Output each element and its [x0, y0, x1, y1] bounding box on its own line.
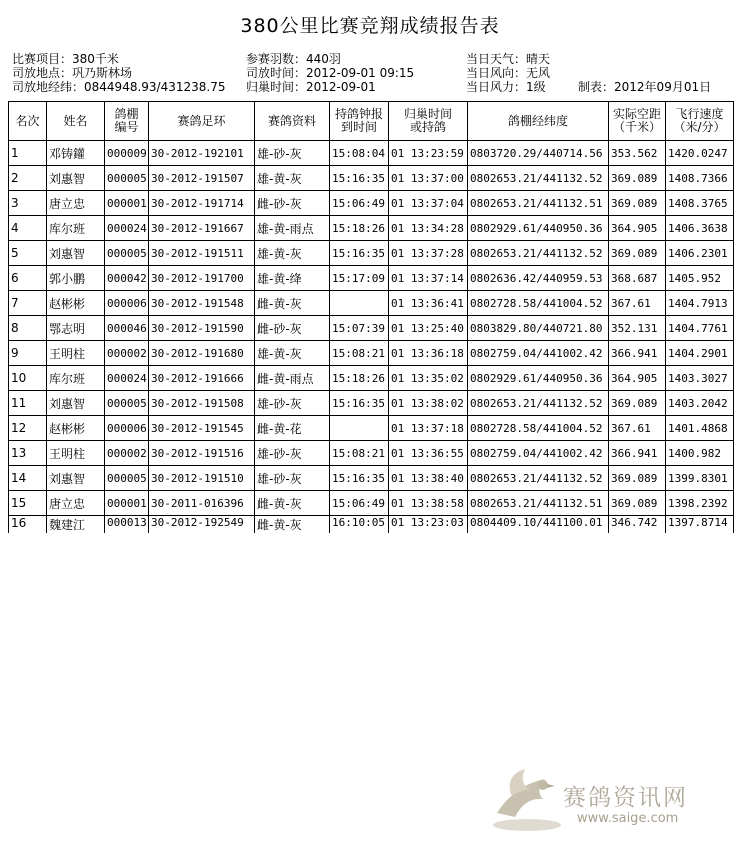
cell-clock-time: 15:18:26 — [330, 216, 389, 241]
cell-distance: 369.089 — [609, 166, 666, 191]
cell-loft-id: 000046 — [105, 316, 149, 341]
cell-speed: 1401.4868 — [666, 416, 734, 441]
cell-name: 库尔班 — [47, 216, 105, 241]
cell-distance: 368.687 — [609, 266, 666, 291]
cell-distance: 346.742 — [609, 516, 666, 534]
cell-distance: 366.941 — [609, 341, 666, 366]
cell-name: 郭小鹏 — [47, 266, 105, 291]
header-distance: 实际空距（千米） — [609, 102, 666, 141]
cell-return-time: 01 13:35:02 — [389, 366, 468, 391]
cell-pigeon-info: 雄-砂-灰 — [255, 391, 330, 416]
cell-distance: 367.61 — [609, 416, 666, 441]
cell-loft-coords: 0802653.21/441132.52 — [468, 466, 609, 491]
cell-pigeon-info: 雌-黄-灰 — [255, 491, 330, 516]
watermark-url: www.saige.com — [577, 811, 679, 826]
made-date-info: 制表：2012年09月01日 — [578, 80, 712, 94]
cell-loft-coords: 0802929.61/440950.36 — [468, 216, 609, 241]
cell-clock-time: 15:08:04 — [330, 141, 389, 166]
cell-loft-coords: 0802759.04/441002.42 — [468, 441, 609, 466]
cell-loft-coords: 0802653.21/441132.52 — [468, 391, 609, 416]
cell-loft-coords: 0802653.21/441132.51 — [468, 491, 609, 516]
table-row — [9, 241, 734, 266]
cell-pigeon-info: 雌-黄-花 — [255, 416, 330, 441]
cell-ring: 30-2012-191507 — [149, 166, 255, 191]
cell-loft-coords: 0803720.29/440714.56 — [468, 141, 609, 166]
cell-return-time: 01 13:25:40 — [389, 316, 468, 341]
cell-return-time: 01 13:34:28 — [389, 216, 468, 241]
cell-speed: 1406.3638 — [666, 216, 734, 241]
header-clock-time: 持鸽钟报到时间 — [330, 102, 389, 141]
table-header-row — [9, 102, 734, 141]
cell-distance: 369.089 — [609, 191, 666, 216]
cell-ring: 30-2012-191516 — [149, 441, 255, 466]
cell-ring: 30-2012-191548 — [149, 291, 255, 316]
cell-clock-time: 15:06:49 — [330, 191, 389, 216]
cell-clock-time: 15:08:21 — [330, 441, 389, 466]
cell-clock-time: 15:16:35 — [330, 241, 389, 266]
cell-speed: 1408.7366 — [666, 166, 734, 191]
table-row — [9, 316, 734, 341]
table-row — [9, 141, 734, 166]
cell-speed: 1403.3027 — [666, 366, 734, 391]
cell-pigeon-info: 雌-黄-灰 — [255, 291, 330, 316]
cell-rank: 14 — [9, 466, 47, 491]
cell-name: 邓铸鑵 — [47, 141, 105, 166]
cell-pigeon-info: 雄-黄-灰 — [255, 166, 330, 191]
cell-loft-id: 000006 — [105, 416, 149, 441]
cell-ring: 30-2012-191714 — [149, 191, 255, 216]
table-row — [9, 441, 734, 466]
cell-loft-coords: 0803829.80/440721.80 — [468, 316, 609, 341]
cell-loft-id: 000024 — [105, 216, 149, 241]
cell-return-time: 01 13:23:59 — [389, 141, 468, 166]
table-row — [9, 391, 734, 416]
cell-pigeon-info: 雌-黄-雨点 — [255, 366, 330, 391]
table-row — [9, 166, 734, 191]
cell-ring: 30-2012-191510 — [149, 466, 255, 491]
cell-rank: 12 — [9, 416, 47, 441]
cell-distance: 366.941 — [609, 441, 666, 466]
cell-name: 王明柱 — [47, 341, 105, 366]
cell-ring: 30-2012-191545 — [149, 416, 255, 441]
cell-name: 刘惠智 — [47, 241, 105, 266]
report-title: 380公里比赛竞翔成绩报告表 — [240, 15, 500, 37]
cell-return-time: 01 13:37:04 — [389, 191, 468, 216]
cell-pigeon-info: 雄-黄-绛 — [255, 266, 330, 291]
cell-speed: 1420.0247 — [666, 141, 734, 166]
cell-loft-id: 000009 — [105, 141, 149, 166]
cell-loft-id: 000001 — [105, 491, 149, 516]
cell-rank: 10 — [9, 366, 47, 391]
cell-clock-time: 15:07:39 — [330, 316, 389, 341]
cell-distance: 364.905 — [609, 216, 666, 241]
cell-loft-coords: 0802636.42/440959.53 — [468, 266, 609, 291]
cell-clock-time: 15:18:26 — [330, 366, 389, 391]
watermark-logo — [485, 765, 715, 835]
cell-distance: 369.089 — [609, 466, 666, 491]
cell-loft-coords: 0802653.21/441132.51 — [468, 191, 609, 216]
cell-rank: 15 — [9, 491, 47, 516]
cell-return-time: 01 13:37:28 — [389, 241, 468, 266]
table-row — [9, 366, 734, 391]
wind-dir-info: 当日风向：无风 — [466, 66, 551, 80]
cell-speed: 1404.2901 — [666, 341, 734, 366]
pigeon-icon — [485, 765, 565, 835]
cell-distance: 352.131 — [609, 316, 666, 341]
cell-rank: 3 — [9, 191, 47, 216]
cell-distance: 369.089 — [609, 491, 666, 516]
cell-return-time: 01 13:37:14 — [389, 266, 468, 291]
cell-loft-id: 000024 — [105, 366, 149, 391]
release-time-info: 司放时间：2012-09-01 09:15 — [246, 66, 415, 80]
cell-rank: 7 — [9, 291, 47, 316]
cell-speed: 1398.2392 — [666, 491, 734, 516]
header-pigeon-info: 赛鸽资料 — [255, 102, 330, 141]
cell-clock-time — [330, 291, 389, 316]
cell-name: 赵彬彬 — [47, 416, 105, 441]
cell-distance: 369.089 — [609, 391, 666, 416]
table-row — [9, 516, 734, 534]
cell-loft-id: 000002 — [105, 341, 149, 366]
cell-ring: 30-2012-191666 — [149, 366, 255, 391]
cell-speed: 1400.982 — [666, 441, 734, 466]
cell-loft-coords: 0802929.61/440950.36 — [468, 366, 609, 391]
release-place-info: 司放地点：巩乃斯林场 — [12, 66, 133, 80]
cell-name: 刘惠智 — [47, 391, 105, 416]
cell-clock-time: 15:16:35 — [330, 166, 389, 191]
cell-ring: 30-2012-192101 — [149, 141, 255, 166]
cell-pigeon-info: 雄-砂-灰 — [255, 466, 330, 491]
cell-pigeon-info: 雄-黄-灰 — [255, 241, 330, 266]
cell-loft-coords: 0804409.10/441100.01 — [468, 516, 609, 534]
table-row — [9, 491, 734, 516]
cell-loft-id: 000001 — [105, 191, 149, 216]
cell-loft-id: 000005 — [105, 241, 149, 266]
cell-speed: 1399.8301 — [666, 466, 734, 491]
table-row — [9, 266, 734, 291]
cell-clock-time: 15:06:49 — [330, 491, 389, 516]
cell-name: 库尔班 — [47, 366, 105, 391]
cell-loft-id: 000005 — [105, 166, 149, 191]
watermark-brand: 赛鸽资讯网 — [563, 785, 688, 811]
cell-return-time: 01 13:37:00 — [389, 166, 468, 191]
cell-speed: 1397.8714 — [666, 516, 734, 534]
cell-ring: 30-2011-016396 — [149, 491, 255, 516]
table-row — [9, 341, 734, 366]
cell-return-time: 01 13:38:02 — [389, 391, 468, 416]
cell-clock-time: 16:10:05 — [330, 516, 389, 534]
cell-ring: 30-2012-191667 — [149, 216, 255, 241]
cell-name: 刘惠智 — [47, 466, 105, 491]
cell-rank: 5 — [9, 241, 47, 266]
cell-ring: 30-2012-192549 — [149, 516, 255, 534]
table-row — [9, 466, 734, 491]
cell-rank: 13 — [9, 441, 47, 466]
cell-return-time: 01 13:38:40 — [389, 466, 468, 491]
cell-name: 唐立忠 — [47, 491, 105, 516]
cell-return-time: 01 13:36:41 — [389, 291, 468, 316]
cell-pigeon-info: 雌-黄-灰 — [255, 516, 330, 534]
table-row — [9, 416, 734, 441]
cell-distance: 367.61 — [609, 291, 666, 316]
cell-speed: 1406.2301 — [666, 241, 734, 266]
cell-return-time: 01 13:23:03 — [389, 516, 468, 534]
table-row — [9, 191, 734, 216]
header-loft-id: 鸽棚编号 — [105, 102, 149, 141]
cell-speed: 1405.952 — [666, 266, 734, 291]
table-row — [9, 291, 734, 316]
cell-rank: 6 — [9, 266, 47, 291]
cell-rank: 8 — [9, 316, 47, 341]
cell-return-time: 01 13:37:18 — [389, 416, 468, 441]
cell-loft-id: 000006 — [105, 291, 149, 316]
cell-ring: 30-2012-191590 — [149, 316, 255, 341]
cell-return-time: 01 13:38:58 — [389, 491, 468, 516]
cell-rank: 11 — [9, 391, 47, 416]
table-row — [9, 216, 734, 241]
cell-name: 刘惠智 — [47, 166, 105, 191]
cell-clock-time: 15:17:09 — [330, 266, 389, 291]
cell-name: 赵彬彬 — [47, 291, 105, 316]
cell-loft-id: 000002 — [105, 441, 149, 466]
cell-rank: 1 — [9, 141, 47, 166]
cell-distance: 353.562 — [609, 141, 666, 166]
return-time-info: 归巢时间：2012-09-01 — [246, 80, 376, 94]
cell-clock-time: 15:08:21 — [330, 341, 389, 366]
entries-info: 参赛羽数：440羽 — [246, 52, 341, 66]
cell-pigeon-info: 雄-砂-灰 — [255, 141, 330, 166]
cell-loft-id: 000042 — [105, 266, 149, 291]
cell-loft-id: 000013 — [105, 516, 149, 534]
results-table — [8, 101, 734, 533]
cell-distance: 369.089 — [609, 241, 666, 266]
cell-name: 鄂志明 — [47, 316, 105, 341]
cell-ring: 30-2012-191680 — [149, 341, 255, 366]
cell-loft-coords: 0802653.21/441132.52 — [468, 166, 609, 191]
cell-ring: 30-2012-191508 — [149, 391, 255, 416]
header-ring: 赛鸽足环 — [149, 102, 255, 141]
cell-pigeon-info: 雌-砂-灰 — [255, 316, 330, 341]
header-loft-coords: 鸽棚经纬度 — [468, 102, 609, 141]
cell-speed: 1408.3765 — [666, 191, 734, 216]
cell-loft-coords: 0802728.58/441004.52 — [468, 291, 609, 316]
cell-return-time: 01 13:36:18 — [389, 341, 468, 366]
cell-pigeon-info: 雌-砂-灰 — [255, 191, 330, 216]
cell-loft-id: 000005 — [105, 391, 149, 416]
cell-clock-time — [330, 416, 389, 441]
cell-name: 唐立忠 — [47, 191, 105, 216]
cell-pigeon-info: 雄-黄-灰 — [255, 341, 330, 366]
cell-loft-coords: 0802728.58/441004.52 — [468, 416, 609, 441]
cell-distance: 364.905 — [609, 366, 666, 391]
cell-loft-coords: 0802759.04/441002.42 — [468, 341, 609, 366]
cell-rank: 2 — [9, 166, 47, 191]
header-return-time: 归巢时间或持鸽 — [389, 102, 468, 141]
cell-rank: 9 — [9, 341, 47, 366]
cell-ring: 30-2012-191700 — [149, 266, 255, 291]
cell-speed: 1404.7761 — [666, 316, 734, 341]
header-rank: 名次 — [9, 102, 47, 141]
cell-speed: 1403.2042 — [666, 391, 734, 416]
wind-force-info: 当日风力：1级 — [466, 80, 546, 94]
cell-pigeon-info: 雄-黄-雨点 — [255, 216, 330, 241]
cell-rank: 4 — [9, 216, 47, 241]
cell-speed: 1404.7913 — [666, 291, 734, 316]
cell-loft-id: 000005 — [105, 466, 149, 491]
cell-ring: 30-2012-191511 — [149, 241, 255, 266]
cell-loft-coords: 0802653.21/441132.52 — [468, 241, 609, 266]
cell-clock-time: 15:16:35 — [330, 466, 389, 491]
weather-info: 当日天气：晴天 — [466, 52, 551, 66]
cell-name: 王明柱 — [47, 441, 105, 466]
release-coords-info: 司放地经纬：0844948.93/431238.75 — [12, 80, 226, 94]
cell-pigeon-info: 雄-砂-灰 — [255, 441, 330, 466]
cell-rank: 16 — [9, 516, 47, 534]
cell-name: 魏建江 — [47, 516, 105, 534]
header-name: 姓名 — [47, 102, 105, 141]
cell-return-time: 01 13:36:55 — [389, 441, 468, 466]
header-speed: 飞行速度（米/分） — [666, 102, 734, 141]
cell-clock-time: 15:16:35 — [330, 391, 389, 416]
event-info: 比赛项目：380千米 — [12, 52, 119, 66]
